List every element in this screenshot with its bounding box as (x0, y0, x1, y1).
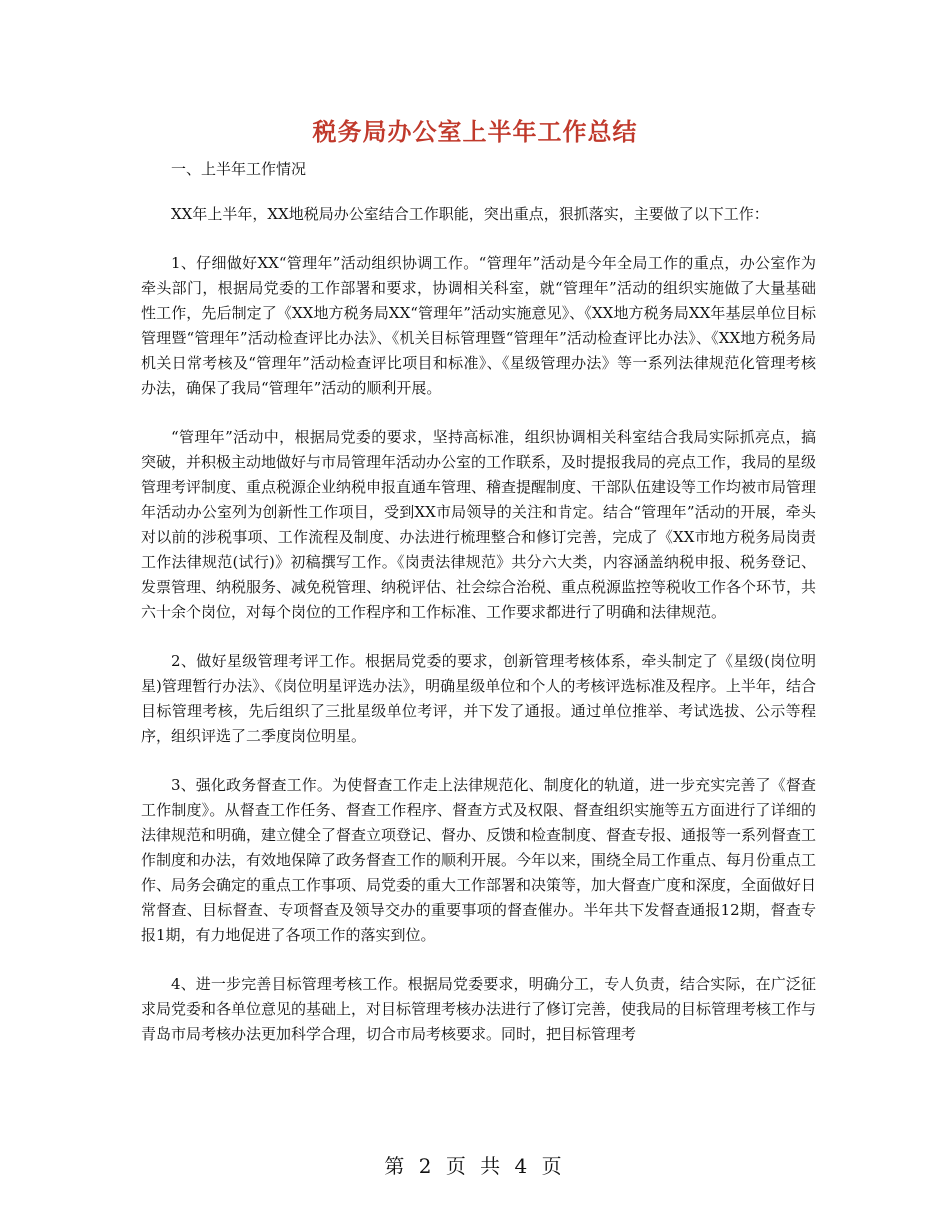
intro-paragraph: XX年上半年，XX地税局办公室结合工作职能，突出重点，狠抓落实，主要做了以下工作： (171, 205, 769, 223)
paragraph-item-4: 4、进一步完善目标管理考核工作。根据局党委要求，明确分工，专人负责，结合实际，在广泛征求局党委和各单位意见的基础上，对目标管理考核办法进行了修订完善，使我局的目标管理考核工作与青岛市局考核办法更加科学合理，切合市局考核要求。同时，把目标管理考 (141, 975, 817, 1043)
section-heading: 一、上半年工作情况 (171, 160, 307, 178)
paragraph-management-year: “管理年”活动中，根据局党委的要求，坚持高标准，组织协调相关科室结合我局实际抓亮点，搞突破，并积极主动地做好与市局管理年活动办公室的工作联系，及时提报我局的亮点工作，我局的星级管理考评制度、重点税源企业纳税申报直通车管理、稽查提醒制度、干部队伍建设等工作均被市局管理年活动办公室列为创新性工作项目，受到XX市局领导的关注和肯定。结合“管理年”活动的开展，牵头对以前的涉税事项、工作流程及制度、办法进行梳理整合和修订完善，完成了《XX市地方税务局岗责工作法律规范(试行)》初稿撰写工作。《岗责法律规范》共分六大类，内容涵盖纳税申报、税务登记、发票管理、纳税服务、减免税管理、纳税评估、社会综合治税、重点税源监控等税收工作各个环节，共六十余个岗位，对每个岗位的工作程序和工作标准、工作要求都进行了明确和法律规范。 (141, 428, 817, 621)
document-title: 税务局办公室上半年工作总结 (312, 118, 638, 146)
page-number-footer: 第 2 页 共 4 页 (384, 1154, 566, 1178)
paragraph-item-2: 2、做好星级管理考评工作。根据局党委的要求，创新管理考核体系，牵头制定了《星级(岗位明星)管理暂行办法》、《岗位明星评选办法》，明确星级单位和个人的考核评选标准及程序。上半年，结合目标管理考核，先后组织了三批星级单位考评，并下发了通报。通过单位推举、考试选拔、公示等程序，组织评选了二季度岗位明星。 (141, 652, 816, 745)
paragraph-item-3: 3、强化政务督查工作。为使督查工作走上法律规范化、制度化的轨道，进一步充实完善了《督查工作制度》。从督查工作任务、督查工作程序、督查方式及权限、督查组织实施等五方面进行了详细的法律规范和明确，建立健全了督查立项登记、督办、反馈和检查制度、督查专报、通报等一系列督查工作制度和办法，有效地保障了政务督查工作的顺利开展。今年以来，围绕全局工作重点、每月份重点工作、局务会确定的重点工作事项、局党委的重大工作部署和决策等，加大督查广度和深度，全面做好日常督查、目标督查、专项督查及领导交办的重要事项的督查催办。半年共下发督查通报12期，督查专报1期，有力地促进了各项工作的落实到位。 (141, 776, 817, 944)
document-body (141, 157, 816, 1071)
paragraph-item-1: 1、仔细做好XX“管理年”活动组织协调工作。“管理年”活动是今年全局工作的重点，办公室作为牵头部门，根据局党委的工作部署和要求，协调相关科室，就“管理年”活动的组织实施做了大量基础性工作，先后制定了《XX地方税务局XX“管理年”活动实施意见》、《XX地方税务局XX年基层单位目标管理暨“管理年”活动检查评比办法》、《机关目标管理暨“管理年”活动检查评比办法》、《XX地方税务局机关日常考核及“管理年”活动检查评比项目和标准》、《星级管理办法》等一系列法律规范化管理考核办法，确保了我局“管理年”活动的顺利开展。 (141, 254, 816, 397)
